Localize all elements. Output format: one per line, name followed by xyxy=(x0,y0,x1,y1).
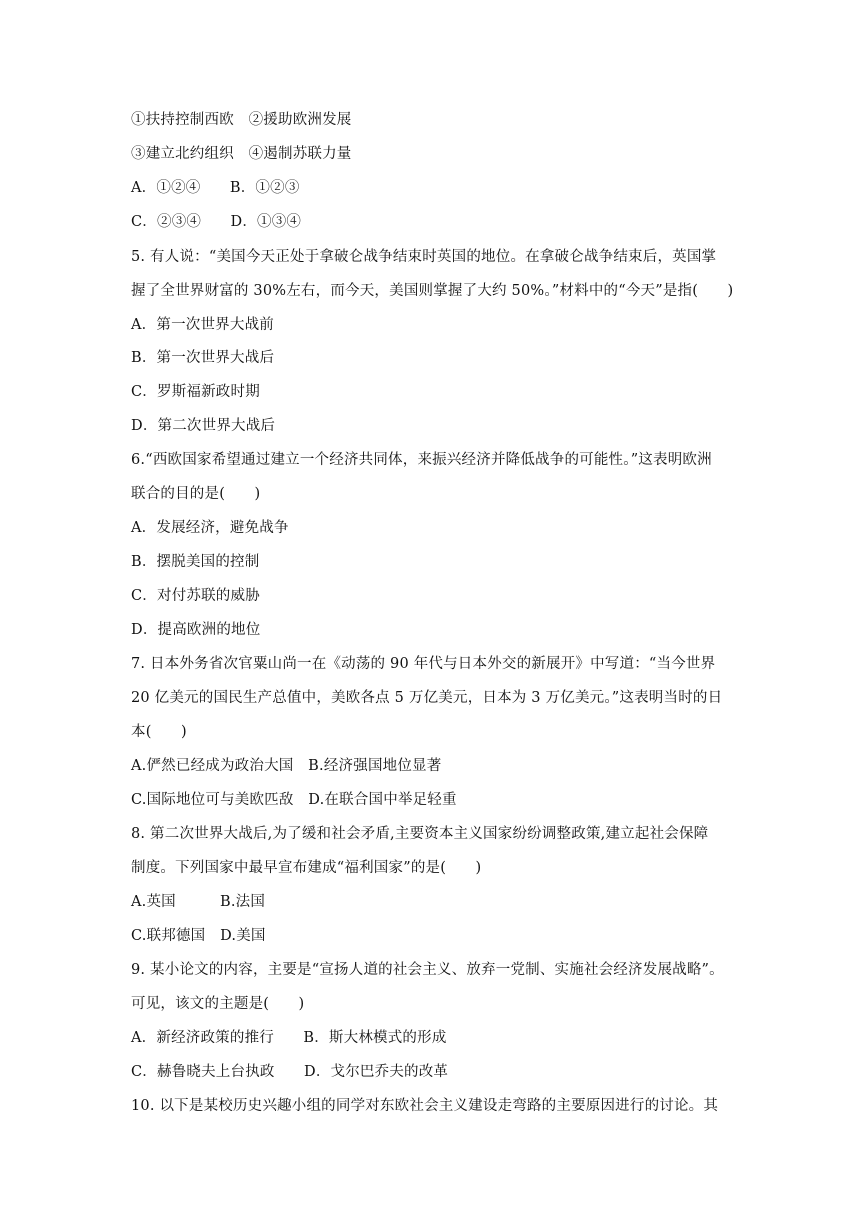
answer-choice: D．提高欧洲的地位 xyxy=(131,622,261,638)
question-7-text: 7. 日本外务省次官粟山尚一在《动荡的 90 年代与日本外交的新展开》中写道：“当今世界 xyxy=(131,656,716,672)
answer-choice: B．第一次世界大战后 xyxy=(131,350,275,366)
question-8-text: 8. 第二次世界大战后,为了缓和社会矛盾,主要资本主义国家纷纷调整政策,建立起社会保障 xyxy=(131,826,709,842)
answer-choices: A.俨然已经成为政治大国 B.经济强国地位显著 xyxy=(131,758,442,774)
option-line: ③建立北约组织 ④遏制苏联力量 xyxy=(131,146,352,162)
answer-choices: A．新经济政策的推行 B．斯大林模式的形成 xyxy=(131,1030,447,1046)
answer-choice: A．第一次世界大战前 xyxy=(131,317,274,333)
answer-choices: A.英国 B.法国 xyxy=(131,894,266,910)
question-9-text: 9. 某小论文的内容，主要是“宣扬人道的社会主义、放弃一党制、实施社会经济发展战略”。 xyxy=(131,962,724,978)
answer-choices: C.联邦德国 D.美国 xyxy=(131,928,266,944)
question-8-text: 制度。下列国家中最早宣布建成“福利国家”的是( ) xyxy=(131,860,482,876)
answer-choice: A．发展经济，避免战争 xyxy=(131,520,289,536)
question-7-text: 本( ) xyxy=(131,724,187,740)
option-line: ①扶持控制西欧 ②援助欧洲发展 xyxy=(131,112,352,128)
question-10-text: 10. 以下是某校历史兴趣小组的同学对东欧社会主义建设走弯路的主要原因进行的讨论。其 xyxy=(131,1098,719,1114)
question-5-text: 5. 有人说：“美国今天正处于拿破仑战争结束时英国的地位。在拿破仑战争结束后，英国掌 xyxy=(131,249,717,265)
question-6-text: 6.“西欧国家希望通过建立一个经济共同体，来振兴经济并降低战争的可能性。”这表明欧洲 xyxy=(131,452,712,468)
question-6-text: 联合的目的是( ) xyxy=(131,486,261,502)
question-5-text: 握了全世界财富的 30%左右，而今天，美国则掌握了大约 50%。”材料中的“今天”是指( ) xyxy=(131,283,734,299)
answer-choices: A．①②④ B．①②③ xyxy=(131,180,300,196)
answer-choices: C．赫鲁晓夫上台执政 D．戈尔巴乔夫的改革 xyxy=(131,1064,449,1080)
question-9-text: 可见，该文的主题是( ) xyxy=(131,996,305,1012)
question-7-text: 20 亿美元的国民生产总值中，美欧各点 5 万亿美元，日本为 3 万亿美元。”这表明当时的日 xyxy=(131,690,723,706)
answer-choice: B．摆脱美国的控制 xyxy=(131,554,260,570)
answer-choices: C．②③④ D．①③④ xyxy=(131,214,302,230)
answer-choices: C.国际地位可与美欧匹敌 D.在联合国中举足轻重 xyxy=(131,792,457,808)
answer-choice: D．第二次世界大战后 xyxy=(131,418,276,434)
answer-choice: C．罗斯福新政时期 xyxy=(131,384,260,400)
answer-choice: C．对付苏联的威胁 xyxy=(131,588,260,604)
